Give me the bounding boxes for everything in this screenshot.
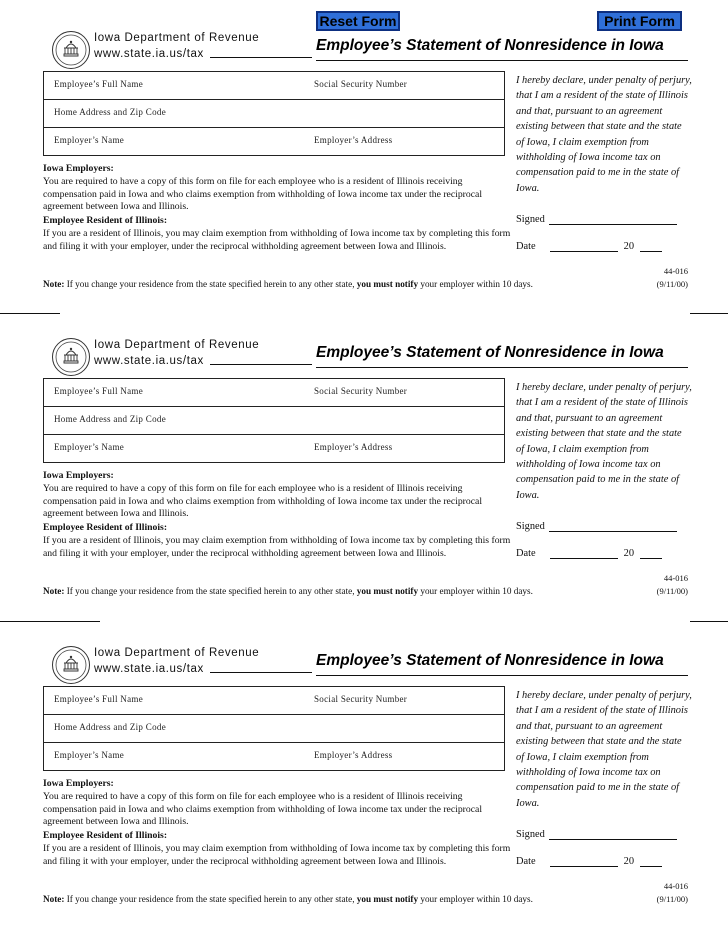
employer-address-label: Employer’s Address	[314, 442, 393, 452]
employers-heading: Iowa Employers:	[43, 163, 114, 174]
declaration-text: I hereby declare, under penalty of perjury, that I am a resident of the state of Illinois and that, pursuant to an agreement existing between that state and the state of Iowa, I claim exemption from withholding of Iowa income tax on compensation paid to me in the state of Iowa.	[516, 690, 692, 809]
home-address-field[interactable]	[44, 100, 504, 127]
resident-heading: Employee Resident of Illinois:	[43, 522, 168, 533]
employer-address-field[interactable]	[308, 128, 504, 155]
employer-name-label: Employer’s Name	[54, 442, 125, 452]
form-copy-1	[0, 30, 728, 320]
field-row-address	[44, 715, 504, 743]
address-label: Home Address and Zip Code	[54, 722, 166, 732]
year-blank[interactable]	[640, 857, 662, 867]
resident-text: If you are a resident of Illinois, you may claim exemption from withholding of Iowa income tax by completing this form and filing it with your employer, under the reciprocal withholding agreement between Iowa and Illinois.	[43, 228, 511, 252]
full-name-label: Employee’s Full Name	[54, 694, 143, 704]
employer-address-label: Employer’s Address	[314, 135, 393, 145]
employer-name-field[interactable]	[44, 128, 306, 155]
signature-line[interactable]	[516, 521, 677, 532]
department-url: www.state.ia.us/tax	[94, 663, 204, 675]
year-blank[interactable]	[640, 242, 662, 252]
note-text-2: your employer within 10 days.	[420, 279, 533, 289]
employer-address-field[interactable]	[308, 435, 504, 462]
employers-heading: Iowa Employers:	[43, 470, 114, 481]
ssn-label: Social Security Number	[314, 386, 408, 396]
field-row-employer	[44, 435, 504, 463]
field-row-name-ssn	[44, 72, 504, 100]
signature-blank[interactable]	[549, 830, 677, 840]
department-name: Iowa Department of Revenue	[94, 32, 260, 44]
full-name-field[interactable]	[44, 379, 306, 406]
date-blank[interactable]	[550, 857, 618, 867]
employer-name-label: Employer’s Name	[54, 135, 125, 145]
date-blank[interactable]	[550, 242, 618, 252]
ssn-field[interactable]	[308, 72, 504, 99]
year-blank[interactable]	[640, 549, 662, 559]
field-row-name-ssn	[44, 687, 504, 715]
resident-heading: Employee Resident of Illinois:	[43, 830, 168, 841]
full-name-field[interactable]	[44, 687, 306, 714]
state-seal-icon	[52, 646, 90, 684]
signed-label: Signed	[516, 829, 545, 840]
date-line	[516, 856, 662, 867]
form-copy-3	[0, 645, 728, 935]
resident-text: If you are a resident of Illinois, you may claim exemption from withholding of Iowa income tax by completing this form and filing it with your employer, under the reciprocal withholding agreement between Iowa and Illinois.	[43, 843, 511, 867]
employee-fields-box	[43, 71, 505, 156]
field-row-employer	[44, 128, 504, 156]
field-row-employer	[44, 743, 504, 771]
field-row-address	[44, 100, 504, 128]
residence-change-note	[43, 586, 533, 596]
date-label: Date	[516, 856, 536, 867]
signature-blank[interactable]	[549, 522, 677, 532]
address-label: Home Address and Zip Code	[54, 107, 166, 117]
form-revision-date: (9/11/00)	[656, 586, 688, 596]
employer-name-field[interactable]	[44, 743, 306, 770]
employer-address-label: Employer’s Address	[314, 750, 393, 760]
state-seal-icon	[52, 338, 90, 376]
header-rule	[210, 672, 312, 673]
employers-text: You are required to have a copy of this form on file for each employee who is a resident of Illinois receiving compensation paid in Iowa and who claims exemption from withholding of Iowa income tax under the reciprocal agreement between Iowa and Illinois.	[43, 483, 483, 520]
form-title: Employee’s Statement of Nonresidence in Iowa	[316, 652, 664, 669]
signature-line[interactable]	[516, 829, 677, 840]
note-text-2: your employer within 10 days.	[420, 586, 533, 596]
department-name: Iowa Department of Revenue	[94, 339, 260, 351]
ssn-label: Social Security Number	[314, 79, 408, 89]
resident-text: If you are a resident of Illinois, you may claim exemption from withholding of Iowa income tax by completing this form and filing it with your employer, under the reciprocal withholding agreement between Iowa and Illinois.	[43, 535, 511, 559]
signature-blank[interactable]	[549, 215, 677, 225]
print-form-button[interactable]: Print Form	[597, 11, 682, 31]
form-title: Employee’s Statement of Nonresidence in Iowa	[316, 37, 664, 54]
full-name-label: Employee’s Full Name	[54, 79, 143, 89]
full-name-label: Employee’s Full Name	[54, 386, 143, 396]
note-text-1: If you change your residence from the state specified herein to any other state,	[66, 279, 355, 289]
note-bold: you must notify	[356, 586, 419, 596]
declaration-text: I hereby declare, under penalty of perjury, that I am a resident of the state of Illinois and that, pursuant to an agreement existing between that state and the state of Iowa, I claim exemption from withholding of Iowa income tax on compensation paid to me in the state of Iowa.	[516, 382, 692, 501]
department-url: www.state.ia.us/tax	[94, 48, 204, 60]
department-url: www.state.ia.us/tax	[94, 355, 204, 367]
department-name: Iowa Department of Revenue	[94, 647, 260, 659]
ssn-field[interactable]	[308, 379, 504, 406]
form-revision-date: (9/11/00)	[656, 894, 688, 904]
note-text-2: your employer within 10 days.	[420, 894, 533, 904]
form-number: 44-016	[663, 881, 688, 891]
form-title: Employee’s Statement of Nonresidence in Iowa	[316, 344, 664, 361]
form-number: 44-016	[663, 573, 688, 583]
header-rule	[210, 57, 312, 58]
date-label: Date	[516, 548, 536, 559]
signature-line[interactable]	[516, 214, 677, 225]
note-bold: you must notify	[356, 894, 419, 904]
cut-line	[690, 313, 728, 314]
ssn-label: Social Security Number	[314, 694, 408, 704]
year-prefix: 20	[623, 856, 635, 867]
field-row-address	[44, 407, 504, 435]
residence-change-note	[43, 279, 533, 289]
note-label: Note:	[43, 894, 65, 904]
form-revision-date: (9/11/00)	[656, 279, 688, 289]
residence-change-note	[43, 894, 533, 904]
signed-label: Signed	[516, 214, 545, 225]
form-number: 44-016	[663, 266, 688, 276]
cut-line	[690, 621, 728, 622]
full-name-field[interactable]	[44, 72, 306, 99]
employer-name-label: Employer’s Name	[54, 750, 125, 760]
note-text-1: If you change your residence from the state specified herein to any other state,	[66, 894, 355, 904]
declaration-text: I hereby declare, under penalty of perjury, that I am a resident of the state of Illinois and that, pursuant to an agreement existing between that state and the state of Iowa, I claim exemption from withholding of Iowa income tax on compensation paid to me in the state of Iowa.	[516, 75, 692, 194]
note-text-1: If you change your residence from the state specified herein to any other state,	[66, 586, 355, 596]
ssn-field[interactable]	[308, 687, 504, 714]
home-address-field[interactable]	[44, 407, 504, 434]
address-label: Home Address and Zip Code	[54, 414, 166, 424]
cut-line	[0, 621, 100, 622]
employers-text: You are required to have a copy of this form on file for each employee who is a resident of Illinois receiving compensation paid in Iowa and who claims exemption from withholding of Iowa income tax under the reciprocal agreement between Iowa and Illinois.	[43, 791, 483, 828]
signed-label: Signed	[516, 521, 545, 532]
date-line	[516, 548, 662, 559]
employee-fields-box	[43, 686, 505, 771]
year-prefix: 20	[623, 548, 635, 559]
date-label: Date	[516, 241, 536, 252]
reset-form-button[interactable]: Reset Form	[316, 11, 400, 31]
title-rule	[316, 367, 688, 368]
state-seal-icon	[52, 31, 90, 69]
year-prefix: 20	[623, 241, 635, 252]
form-copy-2	[0, 337, 728, 627]
employers-heading: Iowa Employers:	[43, 778, 114, 789]
home-address-field[interactable]	[44, 715, 504, 742]
date-line	[516, 241, 662, 252]
employers-text: You are required to have a copy of this form on file for each employee who is a resident of Illinois receiving compensation paid in Iowa and who claims exemption from withholding of Iowa income tax under the reciprocal agreement between Iowa and Illinois.	[43, 176, 483, 213]
note-label: Note:	[43, 586, 65, 596]
note-label: Note:	[43, 279, 65, 289]
resident-heading: Employee Resident of Illinois:	[43, 215, 168, 226]
employer-name-field[interactable]	[44, 435, 306, 462]
date-blank[interactable]	[550, 549, 618, 559]
note-bold: you must notify	[356, 279, 419, 289]
cut-line	[0, 313, 60, 314]
title-rule	[316, 675, 688, 676]
employee-fields-box	[43, 378, 505, 463]
header-rule	[210, 364, 312, 365]
employer-address-field[interactable]	[308, 743, 504, 770]
title-rule	[316, 60, 688, 61]
field-row-name-ssn	[44, 379, 504, 407]
